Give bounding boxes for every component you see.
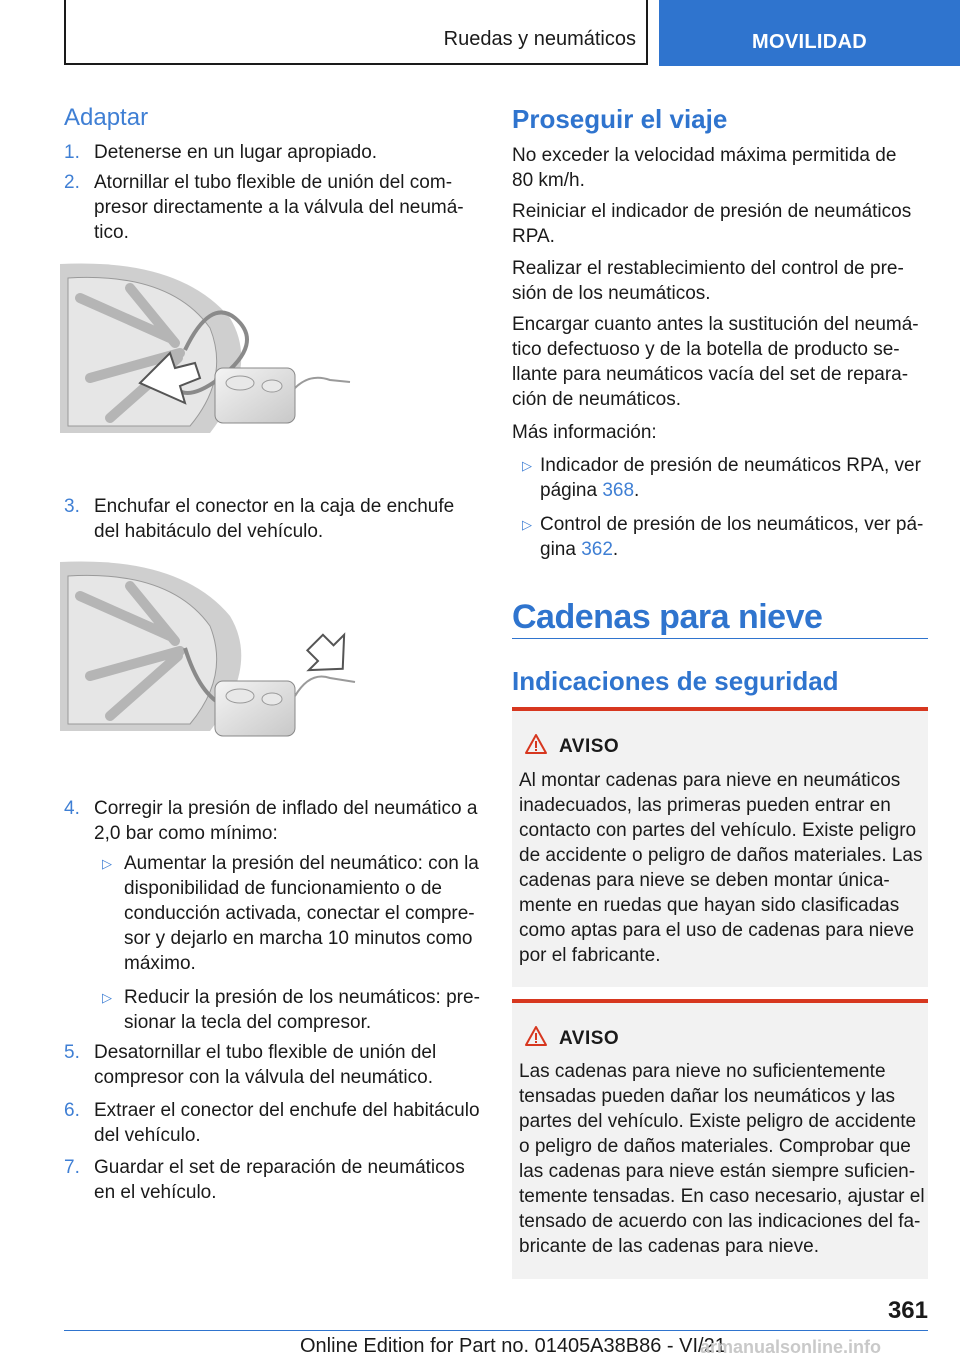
para-text: 80 km/h. [512,170,585,191]
heading-proseguir: Proseguir el viaje [512,104,728,134]
step-text: Guardar el set de reparación de neumáticos [94,1157,465,1178]
step-text: del vehículo. [94,1125,201,1146]
step-text: presor directamente a la válvula del neumá- [94,197,464,218]
warning-text: cadenas para nieve se deben montar única- [519,870,890,891]
step-text: tico. [94,222,129,243]
warning-triangle-icon [524,733,548,755]
header-bottom-border [64,63,648,65]
warning-text: partes del vehículo. Existe peligro de accidente [519,1111,917,1132]
step-number: 4. [64,798,80,819]
warning-text: de accidente o peligro de daños materiales. Las [519,845,923,866]
step-number: 3. [64,496,80,517]
bullet-text-part: . [634,480,640,501]
page-link-362[interactable]: 362 [581,539,613,560]
bullet-triangle-icon: ▷ [522,458,532,473]
section-rule [512,638,928,639]
warning-text: Las cadenas para nieve no suficientemente [519,1061,886,1082]
para-text: tico defectuoso y de la botella de producto se- [512,339,900,360]
para-text: No exceder la velocidad máxima permitida de [512,145,897,166]
warning-text: por el fabricante. [519,945,661,966]
step-number: 2. [64,172,80,193]
page-number: 361 [887,1297,928,1324]
warning-text: tensadas pueden dañar los neumáticos y las [519,1086,896,1107]
warning-text: mente en ruedas que hayan sido clasificadas [519,895,900,916]
step-text: Corregir la presión de inflado del neumático a [94,798,478,819]
step-number: 1. [64,142,80,163]
bullet-text [540,537,618,562]
step-number: 7. [64,1157,80,1178]
para-text: sión de los neumáticos. [512,283,711,304]
step-text: Detenerse en un lugar apropiado. [94,142,378,163]
header-right-border [646,0,648,64]
bullet-text-part: gina [540,539,582,560]
footer-rule [862,1330,928,1331]
para-text: Encargar cuanto antes la sustitución del neumá- [512,314,919,335]
step-text: Enchufar el conector en la caja de enchufe [94,496,455,517]
para-text: llante para neumáticos vacía del set de repara- [512,364,909,385]
step-text: 2,0 bar como mínimo: [94,823,278,844]
step-text: Atornillar el tubo flexible de unión del com- [94,172,453,193]
step-text: del habitáculo del vehículo. [94,521,324,542]
sub-bullet-text: sor y dejarlo en marcha 10 minutos como [124,928,473,949]
heading-adaptar: Adaptar [64,104,149,131]
section-title-cadenas: Cadenas para nieve [512,598,823,636]
para-text: RPA. [512,226,555,247]
warning-text: como aptas para el uso de cadenas para nieve [519,920,915,941]
footer-rule [64,1330,862,1331]
bullet-text-part: . [612,539,619,560]
bullet-text: Control de presión de los neumáticos, ver pá- [540,514,924,535]
step-text: Extraer el conector del enchufe del habitáculo [94,1100,480,1121]
step-number: 5. [64,1042,80,1063]
warning-title: AVISO [559,1028,620,1049]
step-text: Desatornillar el tubo flexible de unión del [94,1042,437,1063]
para-text: Más información: [512,422,657,443]
warning-text: tensado de acuerdo con las indicaciones del fa- [519,1211,921,1232]
warning-title: AVISO [559,736,620,757]
warning-text: contacto con partes del vehículo. Existe peligro [519,820,917,841]
sub-bullet-text: máximo. [124,953,196,974]
sub-bullet-text: sionar la tecla del compresor. [124,1012,372,1033]
step-text: en el vehículo. [94,1182,217,1203]
figure-compressor-valve [60,258,360,448]
warning-text: temente tensadas. En caso necesario, ajustar el [519,1186,925,1207]
bullet-triangle-icon: ▷ [102,856,112,871]
bullet-triangle-icon: ▷ [102,990,112,1005]
sub-bullet-text: Reducir la presión de los neumáticos: pre- [124,987,480,1008]
warning-text: inadecuados, las primeras pueden entrar en [519,795,891,816]
warning-text: bricante de las cadenas para nieve. [519,1236,819,1257]
para-text: Realizar el restablecimiento del control de pre- [512,258,904,279]
sub-bullet-text: conducción activada, conectar el compre- [124,903,475,924]
warning-text: o peligro de daños materiales. Comprobar que [519,1136,911,1157]
bullet-triangle-icon: ▷ [522,517,532,532]
bullet-text: Indicador de presión de neumáticos RPA, ver [540,455,921,476]
step-number: 6. [64,1100,80,1121]
header-section-title: Ruedas y neumáticos [443,28,636,50]
warning-text: las cadenas para nieve están siempre suficien- [519,1161,916,1182]
header-chapter-tab: MOVILIDAD [659,0,960,66]
para-text: Reiniciar el indicador de presión de neumáticos [512,201,912,222]
page-link-368[interactable]: 368 [602,480,635,501]
sub-bullet-text: disponibilidad de funcionamiento o de [124,878,442,899]
bullet-text [540,478,639,503]
sub-bullet-text: Aumentar la presión del neumático: con la [124,853,479,874]
warning-triangle-icon [524,1025,548,1047]
warning-text: Al montar cadenas para nieve en neumáticos [519,770,901,791]
bullet-text-part: página [540,480,603,501]
figure-compressor-plug [60,556,370,746]
subsection-title-seguridad: Indicaciones de seguridad [512,666,839,696]
para-text: ción de neumáticos. [512,389,681,410]
watermark: armanualsonline.info [700,1337,882,1357]
edition-text: Online Edition for Part no. 01405A38B86 - VI/21 [300,1335,726,1357]
step-text: compresor con la válvula del neumático. [94,1067,434,1088]
